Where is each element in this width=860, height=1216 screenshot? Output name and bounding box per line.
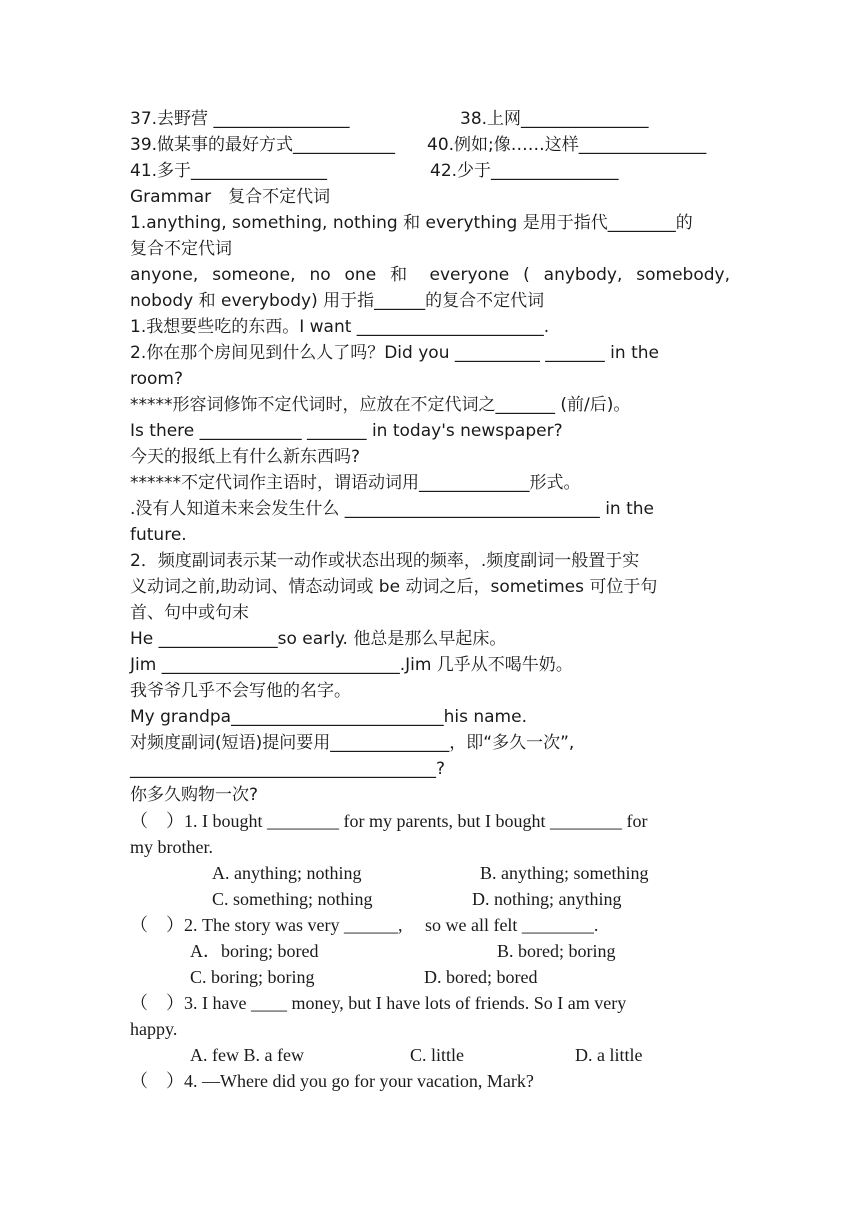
example-4-line1: .没有人知道未来会发生什么 ______________________________ in the [130, 499, 655, 519]
question-2-option-d: D. bored; bored [424, 967, 538, 987]
adverb-example-3-cn: 我爷爷几乎不会写他的名字。 [130, 681, 351, 701]
ask-frequency-line2: ____________________________________? [130, 759, 446, 779]
adverb-example-3-en: My grandpa_________________________his name. [130, 707, 527, 727]
note-verb: ******不定代词作主语时，谓语动词用_____________形式。 [130, 473, 581, 493]
example-4-line2: future. [130, 525, 187, 545]
example-1: 1.我想要些吃的东西。I want ______________________. [130, 317, 550, 337]
vocab-41: 41.多于________________ [130, 161, 328, 181]
adverb-example-1: He ______________so early. 他总是那么早起床。 [130, 629, 507, 649]
question-1-option-b: B. anything; something [480, 863, 649, 883]
adverb-example-2: Jim ____________________________.Jim 几乎从不喝牛奶。 [130, 655, 573, 675]
question-2-option-a: A．boring; bored [190, 941, 319, 961]
rule-one-line1: anyone, someone, no one 和 everyone ( anybody, somebody, [130, 265, 730, 285]
adverb-rule-line2: 义动词之前,助动词、情态动词或 be 动词之后，sometimes 可位于句 [130, 577, 658, 597]
question-3-option-d: D. a little [575, 1045, 643, 1065]
question-1-line2: my brother. [130, 837, 213, 857]
question-4: （ ）4. —Where did you go for your vacation, Mark? [130, 1071, 534, 1091]
vocab-38: 38.上网_______________ [460, 109, 649, 129]
question-3-line2: happy. [130, 1019, 178, 1039]
question-3-option-ab: A. few B. a few [190, 1045, 304, 1065]
vocab-37: 37.去野营 ________________ [130, 109, 350, 129]
question-2-option-b: B. bored; boring [497, 941, 616, 961]
rule-thing-line1: 1.anything, something, nothing 和 everything 是用于指代________的 [130, 213, 693, 233]
vocab-40: 40.例如;像……这样_______________ [427, 135, 707, 155]
question-2: （ ）2. The story was very ______, so we all felt ________. [130, 915, 599, 935]
ask-frequency-cn: 你多久购物一次? [130, 785, 259, 805]
rule-thing-line2: 复合不定代词 [130, 239, 232, 259]
question-1-line1: （ ）1. I bought ________ for my parents, but I bought ________ for [130, 811, 648, 831]
example-2-line2: room? [130, 369, 184, 389]
grammar-title: Grammar 复合不定代词 [130, 187, 331, 207]
question-1-option-d: D. nothing; anything [472, 889, 622, 909]
ask-frequency-line1: 对频度副词(短语)提问要用______________，即“多久一次”, [130, 733, 575, 753]
example-2-line1: 2.你在那个房间见到什么人了吗？Did you __________ _______ in the [130, 343, 659, 363]
question-1-option-a: A. anything; nothing [212, 863, 362, 883]
adverb-rule-line3: 首、句中或句末 [130, 603, 249, 623]
question-3-line1: （ ）3. I have ____ money, but I have lots of friends. So I am very [130, 993, 627, 1013]
vocab-42: 42.少于_______________ [430, 161, 619, 181]
question-3-option-c: C. little [410, 1045, 464, 1065]
vocab-39: 39.做某事的最好方式____________ [130, 135, 396, 155]
adverb-rule-line1: 2．频度副词表示某一动作或状态出现的频率，.频度副词一般置于实 [130, 551, 640, 571]
question-1-option-c: C. something; nothing [212, 889, 373, 909]
question-2-option-c: C. boring; boring [190, 967, 315, 987]
example-3-en: Is there ____________ _______ in today's newspaper? [130, 421, 563, 441]
note-adjective: *****形容词修饰不定代词时，应放在不定代词之_______ (前/后)。 [130, 395, 631, 415]
example-3-cn: 今天的报纸上有什么新东西吗? [130, 447, 361, 467]
rule-one-line2: nobody 和 everybody) 用于指______的复合不定代词 [130, 291, 545, 311]
